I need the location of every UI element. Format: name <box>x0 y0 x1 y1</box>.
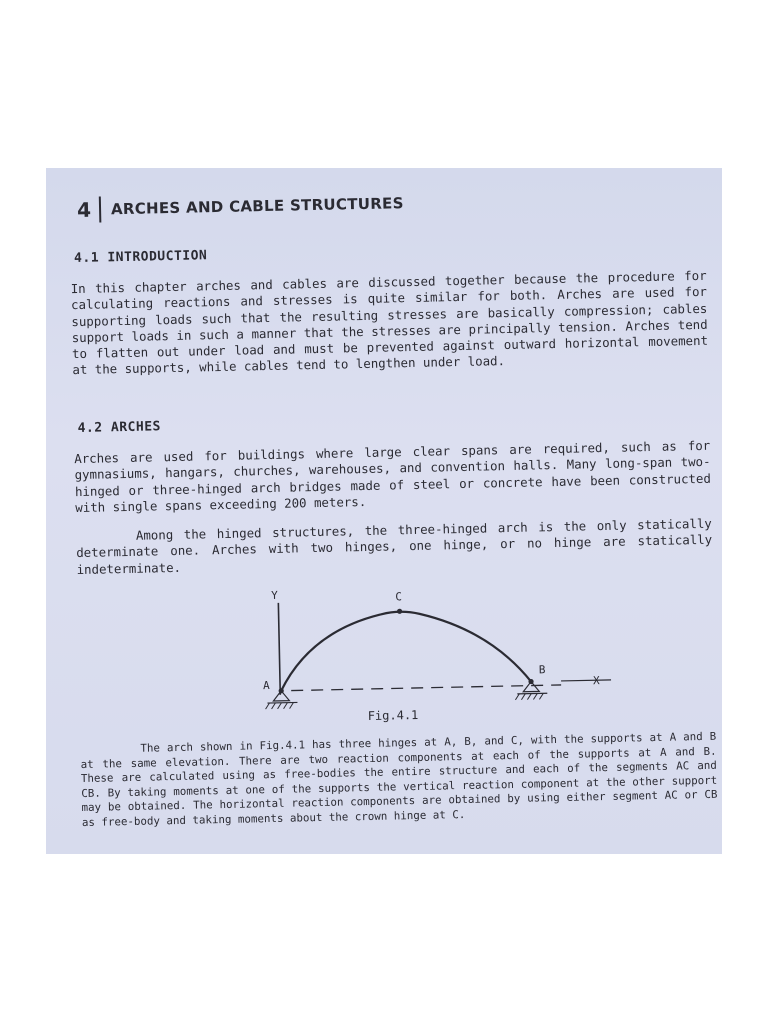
arches-paragraph-2 <box>76 516 713 578</box>
figure-caption: Fig.4.1 <box>367 707 419 723</box>
crown-label: C <box>395 590 403 604</box>
paragraph-text: Arches are used for buildings where large clear spans are required, such as for gymnasiums, hangars, churches, warehouses, and convention halls. Many long-span two-hinged or three-hinged arch bridges made of steel or concrete have been constructed with single spans exceeding 200 meters. <box>74 437 711 515</box>
x-axis-line <box>561 680 612 681</box>
chapter-title: ARCHES AND CABLE STRUCTURES <box>110 194 404 219</box>
baseline-dashed <box>291 685 561 691</box>
paragraph-text: The arch shown in Fig.4.1 has three hinges at A, B, and C, with the supports at A and B at the same elevation. There are two reaction components at each of the supports at A and B. These are calculated using as free-bodies the entire structure and each of the segments AC and CB. By taking moments at one of the supports the vertical reaction component at the other support may be obtained. The horizontal reaction components are obtained by using either segment AC or CB as free-body and taking moments about the crown hinge at C. <box>80 729 718 829</box>
arches-paragraph-1 <box>74 438 711 516</box>
arch-curve <box>280 609 532 691</box>
y-axis-label: Y <box>271 588 278 602</box>
figure-description-paragraph <box>80 730 718 831</box>
chapter-heading <box>77 190 404 223</box>
chapter-number: 4 <box>76 197 92 222</box>
scanned-page <box>46 168 722 854</box>
ground-hatch-a <box>265 703 293 710</box>
paragraph-text: In this chapter arches and cables are discussed together because the procedure for calculating reactions and stresses is quite similar for both. Arches are used for supporting loads such that the resulting stresses are basically compression; cables support loads in such a manner that the stresses are principally tension. Arches tend to flatten out under load and must be prevented against outward horizontal movement at the supports, while cables tend to lengthen under load. <box>70 267 709 378</box>
paragraph-text: Among the hinged structures, the three-hinged arch is the only statically determinate one. Arches with two hinges, one hinge, or no hinge are statically indeterminate. <box>76 515 713 577</box>
page-content <box>46 168 722 854</box>
x-axis-label: X <box>592 674 600 688</box>
crown-hinge-c <box>397 609 402 614</box>
support-a-label: A <box>262 679 270 693</box>
arch-diagram <box>249 580 612 723</box>
support-b-label: B <box>538 663 546 677</box>
chapter-divider <box>99 196 102 222</box>
section-heading-arches: 4.2 ARCHES <box>77 419 162 436</box>
y-axis-line <box>278 603 280 695</box>
section-heading-introduction: 4.1 INTRODUCTION <box>73 248 208 267</box>
ground-hatch-b <box>515 693 543 700</box>
figure-three-hinged-arch <box>249 580 612 723</box>
introduction-paragraph <box>71 268 709 379</box>
